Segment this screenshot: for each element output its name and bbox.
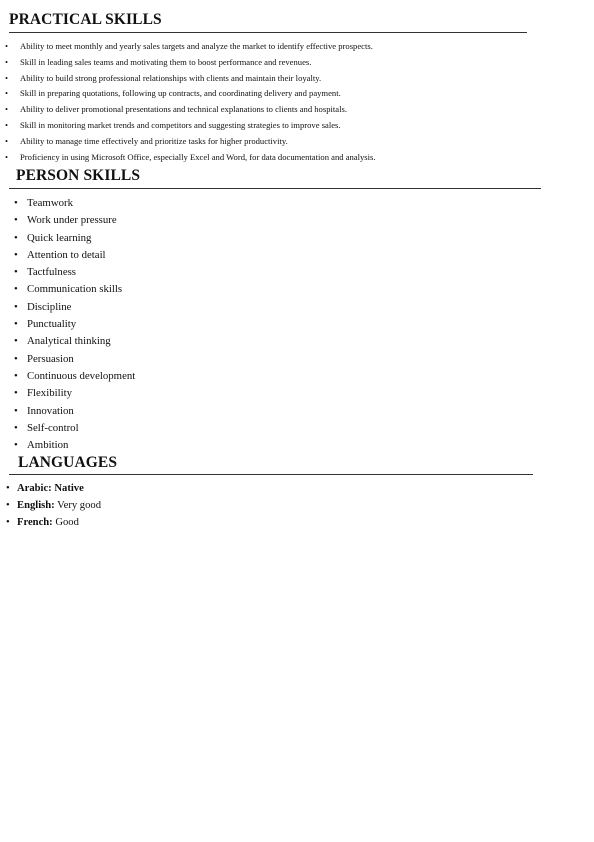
language-name: Arabic:: [17, 483, 52, 494]
practical-skills-heading: PRACTICAL SKILLS: [9, 10, 527, 33]
bullet-icon: •: [5, 72, 9, 83]
language-item: [6, 497, 533, 514]
languages-section: [6, 453, 533, 532]
list-item-text: Teamwork: [27, 197, 74, 209]
bullet-icon: •: [6, 483, 10, 494]
list-item-text: Skill in monitoring market trends and competitors and suggesting strategies to improve sales.: [20, 119, 341, 130]
list-item-text: Discipline: [27, 300, 72, 313]
person-skills-section: [9, 166, 541, 454]
language-name: English:: [17, 500, 55, 512]
language-level: Very good: [57, 500, 101, 512]
list-item-text: Innovation: [27, 404, 74, 417]
list-item: [14, 247, 541, 264]
list-item-text: Work under pressure: [27, 214, 117, 227]
language-item: [6, 514, 533, 531]
list-item-text: Analytical thinking: [27, 335, 111, 348]
list-item: [14, 420, 541, 437]
bullet-icon: •: [14, 404, 18, 417]
bullet-icon: •: [14, 248, 18, 261]
list-item: [5, 71, 527, 87]
list-item: [14, 299, 541, 316]
person-skills-heading: PERSON SKILLS: [9, 166, 541, 189]
bullet-icon: •: [14, 231, 18, 244]
person-skills-list: [14, 195, 541, 454]
list-item-text: Proficiency in using Microsoft Office, especially Excel and Word, for data documentation and analysis.: [20, 151, 376, 162]
list-item-text: Skill in preparing quotations, following up contracts, and coordinating delivery and payment.: [20, 88, 341, 99]
list-item: [5, 55, 527, 71]
bullet-icon: •: [14, 318, 18, 331]
bullet-icon: •: [14, 421, 18, 434]
list-item: [14, 351, 541, 368]
list-item-text: Flexibility: [27, 387, 72, 400]
list-item: [5, 134, 527, 150]
bullet-icon: •: [14, 335, 18, 348]
list-item: [5, 118, 527, 134]
list-item-text: Tactfulness: [27, 266, 77, 279]
bullet-icon: •: [14, 266, 18, 279]
bullet-icon: •: [5, 135, 9, 146]
language-level: Native: [54, 483, 84, 494]
list-item-text: Ambition: [27, 439, 69, 452]
bullet-icon: •: [14, 197, 18, 209]
list-item: [14, 316, 541, 333]
bullet-icon: •: [14, 300, 18, 313]
list-item: [14, 195, 541, 212]
list-item: [14, 264, 541, 281]
bullet-icon: •: [5, 56, 9, 67]
list-item-text: Self-control: [27, 421, 79, 434]
list-item: [14, 437, 541, 454]
list-item: [14, 368, 541, 385]
bullet-icon: •: [14, 214, 18, 227]
list-item: [14, 230, 541, 247]
bullet-icon: •: [6, 517, 10, 529]
list-item: [14, 281, 541, 298]
languages-heading: LANGUAGES: [9, 453, 533, 475]
bullet-icon: •: [5, 119, 9, 130]
list-item-text: Ability to build strong professional relationships with clients and maintain their loyalty.: [20, 72, 322, 83]
list-item-text: Quick learning: [27, 231, 92, 244]
list-item: [14, 403, 541, 420]
bullet-icon: •: [14, 369, 18, 382]
list-item: [5, 150, 527, 166]
list-item-text: Attention to detail: [27, 248, 106, 261]
list-item: [5, 39, 527, 55]
list-item-text: Communication skills: [27, 283, 123, 296]
bullet-icon: •: [5, 41, 9, 51]
practical-skills-section: [5, 10, 527, 165]
bullet-icon: •: [14, 283, 18, 296]
bullet-icon: •: [14, 439, 18, 452]
language-item: [6, 480, 533, 497]
list-item-text: Punctuality: [27, 318, 77, 331]
languages-list: [6, 480, 533, 532]
language-level: Good: [55, 517, 79, 529]
language-name: French:: [17, 517, 53, 529]
list-item: [5, 86, 527, 102]
list-item-text: Ability to deliver promotional presentations and technical explanations to clients and hospitals.: [20, 104, 347, 115]
list-item: [5, 102, 527, 118]
list-item-text: Persuasion: [27, 352, 74, 365]
list-item-text: Ability to meet monthly and yearly sales targets and analyze the market to identify effective prospects.: [20, 41, 373, 51]
bullet-icon: •: [5, 104, 9, 115]
list-item: [14, 333, 541, 350]
practical-skills-list: [5, 39, 527, 165]
list-item-text: Continuous development: [27, 369, 136, 382]
bullet-icon: •: [14, 352, 18, 365]
list-item-text: Skill in leading sales teams and motivating them to boost performance and revenues.: [20, 56, 312, 67]
bullet-icon: •: [5, 88, 9, 99]
list-item-text: Ability to manage time effectively and prioritize tasks for higher productivity.: [20, 135, 288, 146]
list-item: [14, 212, 541, 229]
bullet-icon: •: [5, 151, 9, 162]
bullet-icon: •: [14, 387, 18, 400]
list-item: [14, 385, 541, 402]
bullet-icon: •: [6, 500, 10, 512]
